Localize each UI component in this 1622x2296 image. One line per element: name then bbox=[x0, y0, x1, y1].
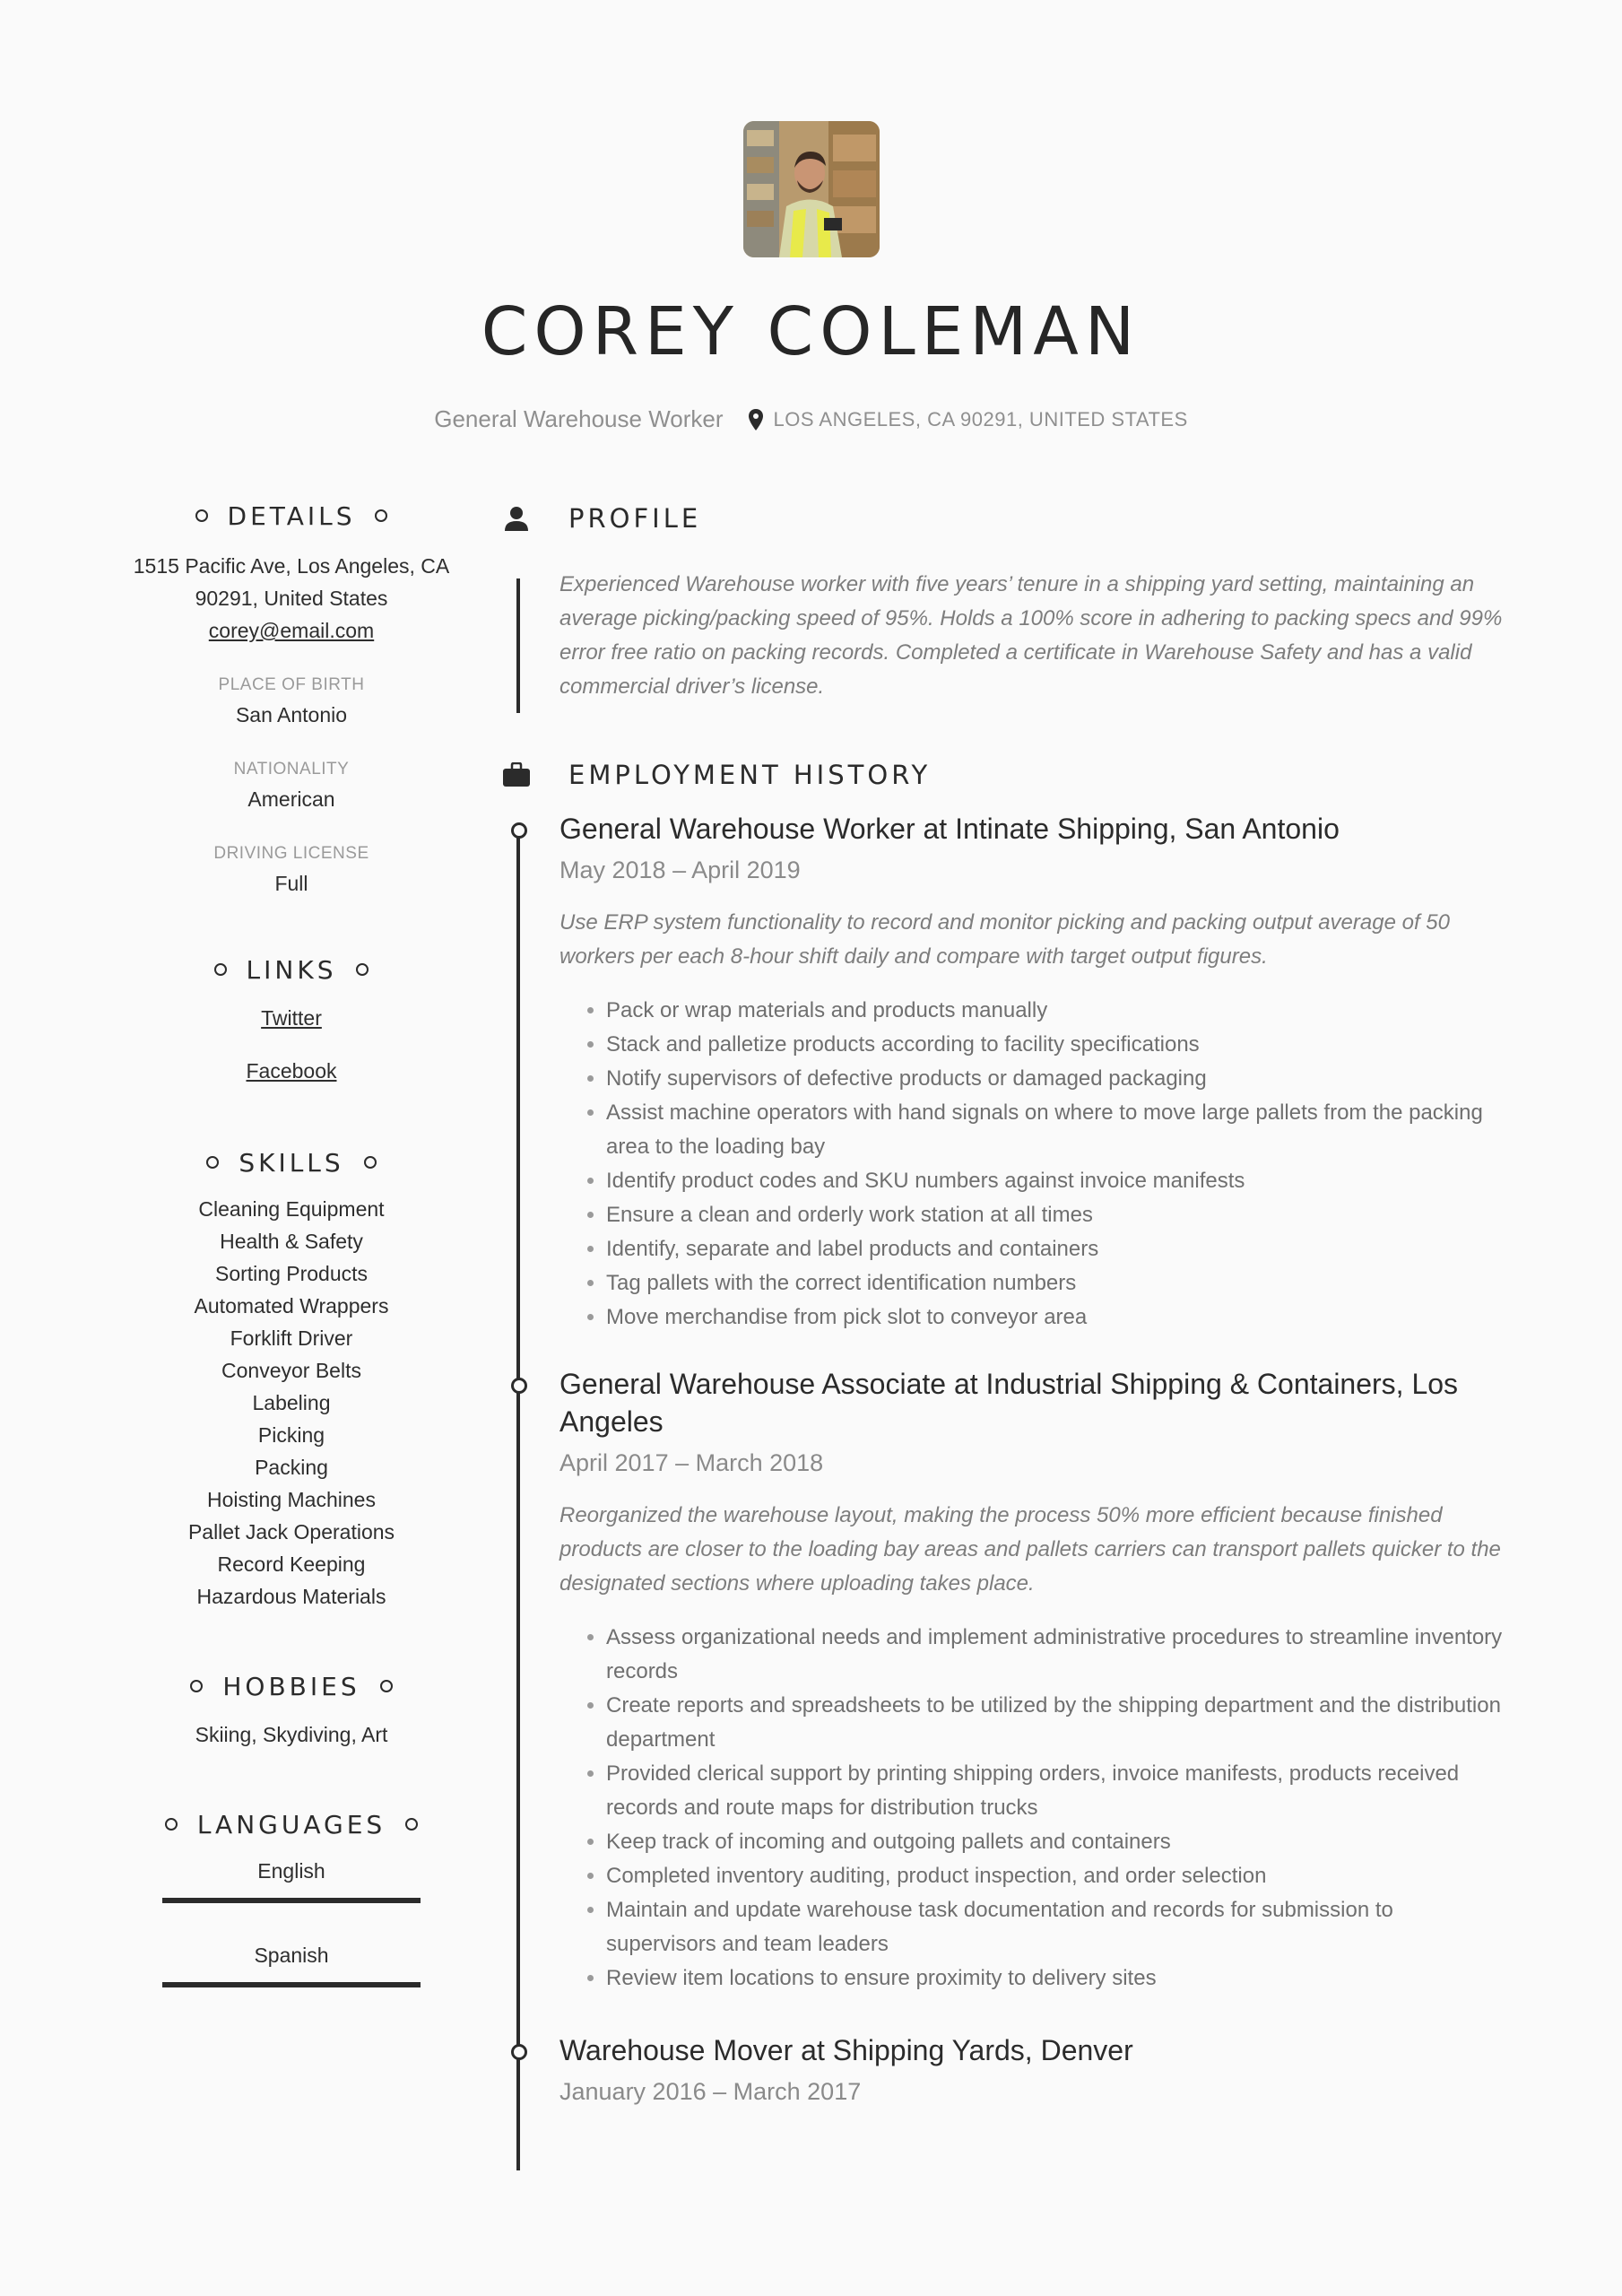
ring-icon bbox=[405, 1818, 418, 1831]
language-level-bar bbox=[162, 1898, 421, 1903]
list-item: • Identify, separate and label products and containers bbox=[606, 1232, 1503, 1266]
ring-icon bbox=[364, 1156, 377, 1169]
job-entry bbox=[499, 1365, 1503, 1996]
profile-photo bbox=[743, 121, 880, 257]
candidate-name: COREY COLEMAN bbox=[481, 293, 1141, 370]
twitter-link[interactable]: Twitter bbox=[261, 1006, 322, 1030]
timeline-dot bbox=[511, 822, 527, 839]
hobbies-heading: HOBBIES bbox=[126, 1668, 457, 1704]
ring-icon bbox=[214, 963, 227, 976]
job-entry bbox=[499, 2031, 1503, 2106]
list-item: • Pack or wrap materials and products manually bbox=[606, 994, 1503, 1028]
ring-icon bbox=[190, 1680, 203, 1692]
list-item: • Provided clerical support by printing shipping orders, invoice manifests, products received records and route maps for distribution trucks bbox=[606, 1757, 1503, 1825]
list-item: • Identify product codes and SKU numbers against invoice manifests bbox=[606, 1164, 1503, 1198]
job-dates: April 2017 – March 2018 bbox=[559, 1449, 824, 1476]
list-item: • Ensure a clean and orderly work station at all times bbox=[606, 1198, 1503, 1232]
job-title: Warehouse Mover at Shipping Yards, Denver bbox=[559, 2034, 1133, 2066]
subheader bbox=[0, 405, 1622, 433]
nationality-label: NATIONALITY bbox=[233, 760, 350, 778]
ring-icon bbox=[356, 963, 369, 976]
skill-item: Picking bbox=[257, 1423, 325, 1447]
list-item: • Completed inventory auditing, product inspection, and order selection bbox=[606, 1859, 1503, 1893]
skills-list bbox=[126, 1193, 457, 1613]
links-heading: LINKS bbox=[126, 952, 457, 987]
skill-item: Automated Wrappers bbox=[194, 1294, 389, 1318]
languages-heading: LANGUAGES bbox=[126, 1806, 457, 1842]
language-item: English bbox=[257, 1859, 325, 1883]
skill-item: Health & Safety bbox=[220, 1230, 363, 1253]
driving-license-label: DRIVING LICENSE bbox=[213, 844, 369, 863]
skill-item: Conveyor Belts bbox=[221, 1359, 361, 1382]
ring-icon bbox=[206, 1156, 219, 1169]
skill-item: Pallet Jack Operations bbox=[187, 1520, 395, 1544]
person-icon bbox=[503, 506, 530, 531]
place-of-birth-label: PLACE OF BIRTH bbox=[218, 675, 365, 694]
language-item: Spanish bbox=[254, 1944, 329, 1967]
skill-item: Hoisting Machines bbox=[207, 1488, 376, 1511]
skill-item: Record Keeping bbox=[217, 1552, 366, 1576]
location-pin-icon bbox=[747, 408, 765, 431]
job-title: General Warehouse Associate at Industrial Shipping & Containers, Los Angeles bbox=[559, 1368, 1459, 1438]
job-title: General Warehouse Worker at Intinate Shipping, San Antonio bbox=[559, 813, 1340, 845]
skill-item: Packing bbox=[255, 1456, 328, 1479]
list-item: • Stack and palletize products according to facility specifications bbox=[606, 1028, 1503, 1062]
job-dates: May 2018 – April 2019 bbox=[559, 857, 801, 883]
timeline-dot bbox=[511, 2044, 527, 2060]
timeline-dot bbox=[511, 1378, 527, 1394]
list-item: • Move merchandise from pick slot to conveyor area bbox=[606, 1300, 1503, 1335]
details-heading: DETAILS bbox=[126, 498, 457, 534]
job-bullets bbox=[559, 1621, 1503, 1996]
ring-icon bbox=[380, 1680, 393, 1692]
facebook-link[interactable]: Facebook bbox=[246, 1059, 337, 1083]
skill-item: Labeling bbox=[252, 1391, 331, 1414]
skill-item: Sorting Products bbox=[214, 1262, 369, 1285]
list-item: • Assist machine operators with hand signals on where to move large pallets from the packing area to the loading bay bbox=[606, 1096, 1503, 1164]
driving-license-value: Full bbox=[274, 872, 308, 895]
address-line: 1515 Pacific Ave, Los Angeles, CA bbox=[133, 554, 450, 578]
location-text: LOS ANGELES, CA 90291, UNITED STATES bbox=[773, 407, 1188, 430]
job-summary: Use ERP system functionality to record and monitor picking and packing output average of 50 workers per each 8-hour shift daily and compare with target output figures. bbox=[559, 910, 1450, 969]
address-line: 90291, United States bbox=[195, 587, 388, 610]
email-link[interactable]: corey@email.com bbox=[208, 619, 375, 642]
ring-icon bbox=[375, 509, 387, 522]
list-item: • Assess organizational needs and implement administrative procedures to streamline inventory records bbox=[606, 1621, 1503, 1689]
list-item: • Maintain and update warehouse task documentation and records for submission to supervisors and team leaders bbox=[606, 1893, 1503, 1961]
list-item: • Create reports and spreadsheets to be utilized by the shipping department and the distribution department bbox=[606, 1689, 1503, 1757]
list-item: • Keep track of incoming and outgoing pallets and containers bbox=[606, 1825, 1503, 1859]
briefcase-icon bbox=[502, 762, 531, 787]
job-title: General Warehouse Worker bbox=[434, 405, 724, 432]
language-level-bar bbox=[162, 1982, 421, 1987]
skills-heading: SKILLS bbox=[126, 1144, 457, 1180]
profile-summary: Experienced Warehouse worker with five years’ tenure in a shipping yard setting, maintaining an average picking/packing speed of 95%. Holds a 100% score in adhering to packing specs and 99% error free ratio on packing records. Completed a certificate in Warehouse Safety and has a valid commercial driver’s license. bbox=[559, 572, 1503, 699]
profile-heading: PROFILE bbox=[499, 498, 1503, 539]
job-summary: Reorganized the warehouse layout, making the process 50% more efficient because finished products are closer to the loading bay areas and pallets carriers can transport pallets quicker to the designated sections where uploading takes place. bbox=[559, 1503, 1501, 1596]
skill-item: Hazardous Materials bbox=[196, 1585, 386, 1608]
list-item: • Notify supervisors of defective products or damaged packaging bbox=[606, 1062, 1503, 1096]
skill-item: Cleaning Equipment bbox=[198, 1197, 385, 1221]
list-item: • Tag pallets with the correct identification numbers bbox=[606, 1266, 1503, 1300]
job-entry bbox=[499, 810, 1503, 1335]
sidebar bbox=[126, 498, 457, 1987]
hobbies-text: Skiing, Skydiving, Art bbox=[195, 1723, 388, 1746]
ring-icon bbox=[195, 509, 208, 522]
list-item: • Review item locations to ensure proximity to delivery sites bbox=[606, 1961, 1503, 1996]
skill-item: Forklift Driver bbox=[230, 1326, 353, 1350]
place-of-birth-value: San Antonio bbox=[235, 703, 348, 726]
nationality-value: American bbox=[247, 787, 335, 811]
main-column bbox=[499, 498, 1503, 2106]
job-dates: January 2016 – March 2017 bbox=[559, 2078, 862, 2105]
job-bullets bbox=[559, 994, 1503, 1335]
ring-icon bbox=[165, 1818, 178, 1831]
employment-heading: EMPLOYMENT HISTORY bbox=[499, 754, 1503, 796]
